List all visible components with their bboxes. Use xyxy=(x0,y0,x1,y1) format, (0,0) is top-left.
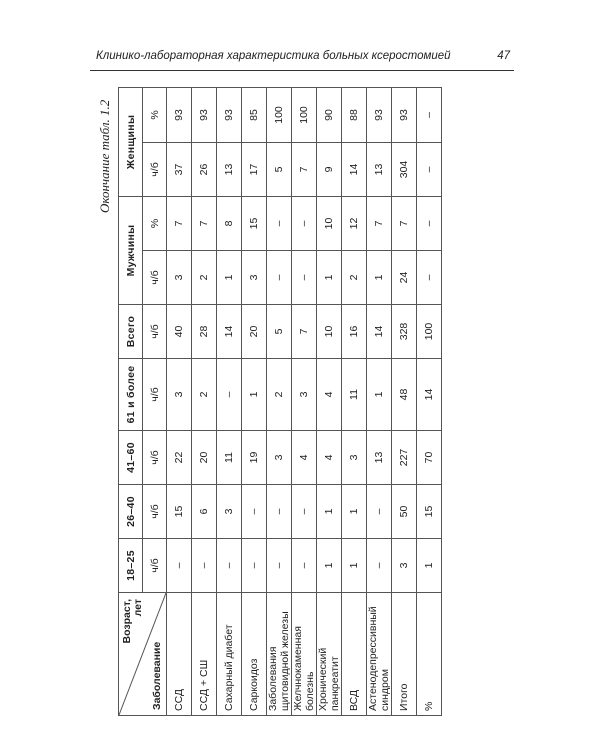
header-age-61-plus: 61 и более xyxy=(119,359,143,431)
table-cell: 1 xyxy=(217,251,242,305)
table-cell: 37 xyxy=(167,142,192,196)
table-cell: 90 xyxy=(317,87,342,142)
table-cell: 13 xyxy=(367,142,392,196)
table-cell: 3 xyxy=(167,359,192,431)
table-cell: – xyxy=(217,539,242,593)
table-row xyxy=(217,87,242,715)
table-cell: 7 xyxy=(292,305,317,359)
table-cell: 7 xyxy=(367,196,392,250)
header-men: Мужчины xyxy=(119,196,143,304)
table-cell: 8 xyxy=(217,196,242,250)
table-cell: – xyxy=(292,251,317,305)
table-cell: – xyxy=(417,196,442,250)
table-cell: – xyxy=(292,485,317,539)
subheader-cell: ч/б xyxy=(143,142,167,196)
corner-age-label-line1: Возраст, xyxy=(121,599,133,644)
table-cell: 12 xyxy=(342,196,367,250)
table-cell: – xyxy=(267,196,292,250)
table-cell: 1 xyxy=(317,539,342,593)
disease-name-cell: % xyxy=(417,593,442,716)
table-cell: 7 xyxy=(292,142,317,196)
header-women: Женщины xyxy=(119,87,143,196)
table-cell: – xyxy=(417,87,442,142)
disease-name-cell: Заболевания щитовидной железы xyxy=(267,593,292,716)
table-cell: 15 xyxy=(417,485,442,539)
table-row xyxy=(317,87,342,715)
table-cell: 2 xyxy=(267,359,292,431)
table-cell: – xyxy=(367,485,392,539)
table-cell: 3 xyxy=(267,431,292,485)
page-number: 47 xyxy=(497,50,510,62)
table-cell: 5 xyxy=(267,305,292,359)
subheader-cell: ч/б xyxy=(143,359,167,431)
subheader-cell: % xyxy=(143,196,167,250)
corner-age-label-line2: лет xyxy=(132,599,144,617)
header-age-41-60: 41–60 xyxy=(119,431,143,485)
table-cell: 22 xyxy=(167,431,192,485)
header-row-groups xyxy=(119,87,143,715)
table-caption xyxy=(97,88,112,213)
disease-name-cell: Итого xyxy=(392,593,417,716)
table-cell: – xyxy=(267,485,292,539)
corner-age-label xyxy=(122,599,144,643)
disease-name-cell: Хронический панкреатит xyxy=(317,593,342,716)
table-cell: 13 xyxy=(217,142,242,196)
table-cell: 1 xyxy=(342,539,367,593)
table-cell: 19 xyxy=(242,431,267,485)
table-cell: 4 xyxy=(292,431,317,485)
table-cell: 328 xyxy=(392,305,417,359)
table-cell: – xyxy=(417,251,442,305)
table-row-percent xyxy=(417,87,442,715)
table-cell: 24 xyxy=(392,251,417,305)
table-cell: 93 xyxy=(392,87,417,142)
table-cell: 1 xyxy=(367,251,392,305)
table-cell: – xyxy=(292,196,317,250)
table-row xyxy=(292,87,317,715)
table-cell: 3 xyxy=(392,539,417,593)
disease-name-cell: Саркоидоз xyxy=(242,593,267,716)
subheader-cell: ч/б xyxy=(143,305,167,359)
table-cell: 304 xyxy=(392,142,417,196)
table-cell: 3 xyxy=(167,251,192,305)
table-cell: 3 xyxy=(292,359,317,431)
running-head-title: Клинико-лабораторная характеристика больных ксеростомией xyxy=(96,50,451,62)
table-cell: 40 xyxy=(167,305,192,359)
table-cell: – xyxy=(267,539,292,593)
table-cell: 100 xyxy=(267,87,292,142)
table-cell: 17 xyxy=(242,142,267,196)
table-cell: 3 xyxy=(342,431,367,485)
subheader-cell: ч/б xyxy=(143,485,167,539)
subheader-cell: % xyxy=(143,87,167,142)
table-cell: 3 xyxy=(217,485,242,539)
table-cell: 15 xyxy=(167,485,192,539)
header-age-26-40: 26–40 xyxy=(119,485,143,539)
table-cell: 93 xyxy=(367,87,392,142)
table-cell: 4 xyxy=(317,359,342,431)
table-cell: 13 xyxy=(367,431,392,485)
table-cell: 11 xyxy=(342,359,367,431)
table-cell: 1 xyxy=(317,251,342,305)
table-cell: 2 xyxy=(192,359,217,431)
table-cell: 16 xyxy=(342,305,367,359)
table-cell: – xyxy=(267,251,292,305)
disease-name-cell: Желчнокаменная болезнь xyxy=(292,593,317,716)
table-cell: – xyxy=(417,142,442,196)
table-cell: 9 xyxy=(317,142,342,196)
corner-disease-label: Заболевание xyxy=(151,641,163,710)
table-cell: 1 xyxy=(417,539,442,593)
header-rule xyxy=(90,70,514,71)
table-row xyxy=(192,87,217,715)
table-cell: 10 xyxy=(317,196,342,250)
table-cell: 50 xyxy=(392,485,417,539)
table-cell: – xyxy=(367,539,392,593)
rotated-table-wrapper xyxy=(118,88,435,716)
table-cell: 28 xyxy=(192,305,217,359)
table-cell: 93 xyxy=(167,87,192,142)
disease-name-cell: Сахарный диабет xyxy=(217,593,242,716)
table-cell: – xyxy=(217,359,242,431)
disease-name-cell: ССД + СШ xyxy=(192,593,217,716)
table-row xyxy=(167,87,192,715)
table-cell: 7 xyxy=(167,196,192,250)
table-cell: 15 xyxy=(242,196,267,250)
table-cell: 93 xyxy=(192,87,217,142)
table-row-total xyxy=(392,87,417,715)
table-cell: 1 xyxy=(342,485,367,539)
table-cell: 6 xyxy=(192,485,217,539)
table-row xyxy=(367,87,392,715)
table-cell: 14 xyxy=(417,359,442,431)
corner-header-cell xyxy=(119,593,167,716)
table-cell: 26 xyxy=(192,142,217,196)
table-cell: – xyxy=(242,539,267,593)
table-cell: 1 xyxy=(367,359,392,431)
table-cell: 14 xyxy=(367,305,392,359)
table-cell: 14 xyxy=(342,142,367,196)
table-cell: 11 xyxy=(217,431,242,485)
table-cell: 100 xyxy=(417,305,442,359)
table-cell: 14 xyxy=(217,305,242,359)
header-total: Всего xyxy=(119,305,143,359)
table-row xyxy=(342,87,367,715)
table-cell: – xyxy=(242,485,267,539)
header-age-18-25: 18–25 xyxy=(119,539,143,593)
subheader-cell: ч/б xyxy=(143,431,167,485)
table-cell: 3 xyxy=(242,251,267,305)
table-caption-text: Окончание табл. 1.2 xyxy=(97,99,112,213)
table-cell: 2 xyxy=(342,251,367,305)
table-cell: 100 xyxy=(292,87,317,142)
table-cell: 5 xyxy=(267,142,292,196)
table-cell: 93 xyxy=(217,87,242,142)
table-row xyxy=(267,87,292,715)
table-cell: 2 xyxy=(192,251,217,305)
table-cell: 85 xyxy=(242,87,267,142)
subheader-cell: ч/б xyxy=(143,251,167,305)
table-row xyxy=(242,87,267,715)
table-cell: 48 xyxy=(392,359,417,431)
table-cell: 1 xyxy=(317,485,342,539)
disease-name-cell: ВСД xyxy=(342,593,367,716)
table-cell: 1 xyxy=(242,359,267,431)
data-table xyxy=(118,87,442,716)
table-cell: 20 xyxy=(192,431,217,485)
table-cell: 70 xyxy=(417,431,442,485)
table-cell: – xyxy=(292,539,317,593)
table-cell: – xyxy=(167,539,192,593)
table-cell: 88 xyxy=(342,87,367,142)
table-cell: 227 xyxy=(392,431,417,485)
table-cell: 7 xyxy=(392,196,417,250)
table-cell: – xyxy=(192,539,217,593)
table-cell: 20 xyxy=(242,305,267,359)
disease-name-cell: ССД xyxy=(167,593,192,716)
table-cell: 4 xyxy=(317,431,342,485)
disease-name-cell: Астенодепрессивный синдром xyxy=(367,593,392,716)
subheader-cell: ч/б xyxy=(143,539,167,593)
table-cell: 10 xyxy=(317,305,342,359)
table-cell: 7 xyxy=(192,196,217,250)
